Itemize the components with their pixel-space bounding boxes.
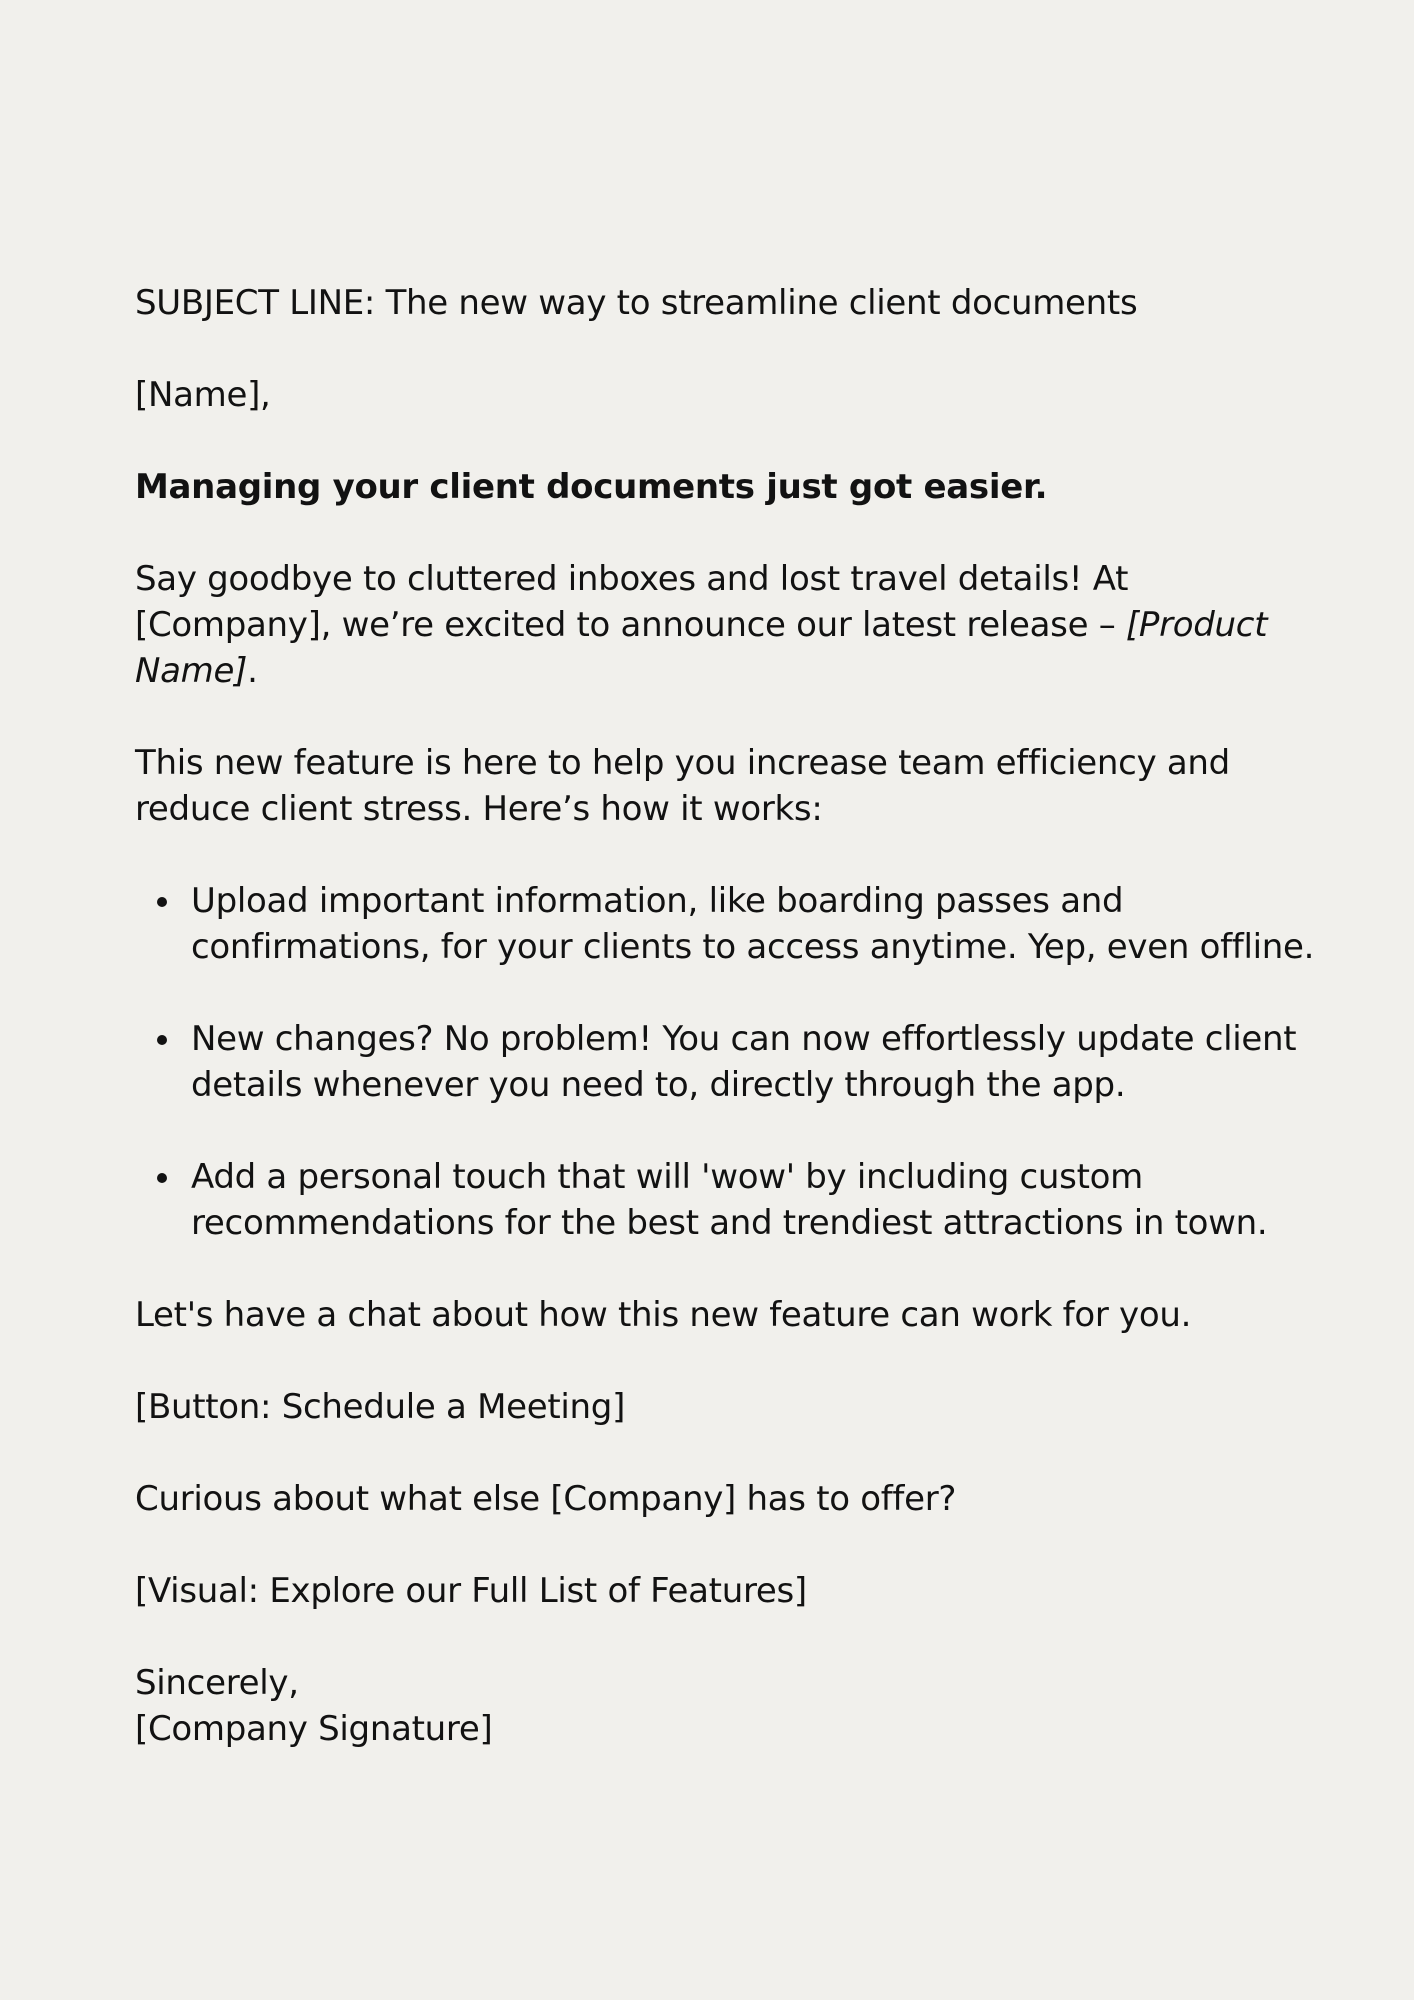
button-placeholder: [Button: Schedule a Meeting] [135, 1387, 626, 1427]
intro-paragraph [135, 556, 1315, 694]
feature-list [135, 878, 1315, 1246]
headline: Managing your client documents just got easier. [135, 467, 1048, 507]
greeting: [Name], [135, 375, 271, 415]
list-item-text: Upload important information, like boarding passes and confirmations, for your clients to access anytime. Yep, even offline. [191, 881, 1315, 967]
intro-text: Say goodbye to cluttered inboxes and lost travel details! At [Company], we’re excited to announce our latest release – [135, 559, 1129, 645]
product-name: [Product Name] [135, 605, 1268, 691]
signoff: Sincerely, [135, 1663, 299, 1703]
visual-placeholder: [Visual: Explore our Full List of Features] [135, 1571, 807, 1611]
signature: [Company Signature] [135, 1709, 493, 1749]
email-document [135, 280, 1315, 1752]
chat-line: Let's have a chat about how this new feature can work for you. [135, 1295, 1192, 1335]
intro-end: . [247, 651, 258, 691]
bullet-icon [157, 1035, 167, 1045]
curious-line: Curious about what else [Company] has to offer? [135, 1479, 957, 1519]
list-item [191, 878, 1315, 970]
bullet-icon [157, 897, 167, 907]
closing [135, 1660, 1315, 1752]
list-item [191, 1016, 1315, 1108]
bullet-icon [157, 1173, 167, 1183]
feature-intro: This new feature is here to help you increase team efficiency and reduce client stress. Here’s how it works: [135, 743, 1230, 829]
list-item [191, 1154, 1315, 1246]
list-item-text: New changes? No problem! You can now effortlessly update client details whenever you need to, directly through the app. [191, 1019, 1297, 1105]
subject-line: SUBJECT LINE: The new way to streamline client documents [135, 283, 1138, 323]
list-item-text: Add a personal touch that will 'wow' by including custom recommendations for the best and trendiest attractions in town. [191, 1157, 1268, 1243]
